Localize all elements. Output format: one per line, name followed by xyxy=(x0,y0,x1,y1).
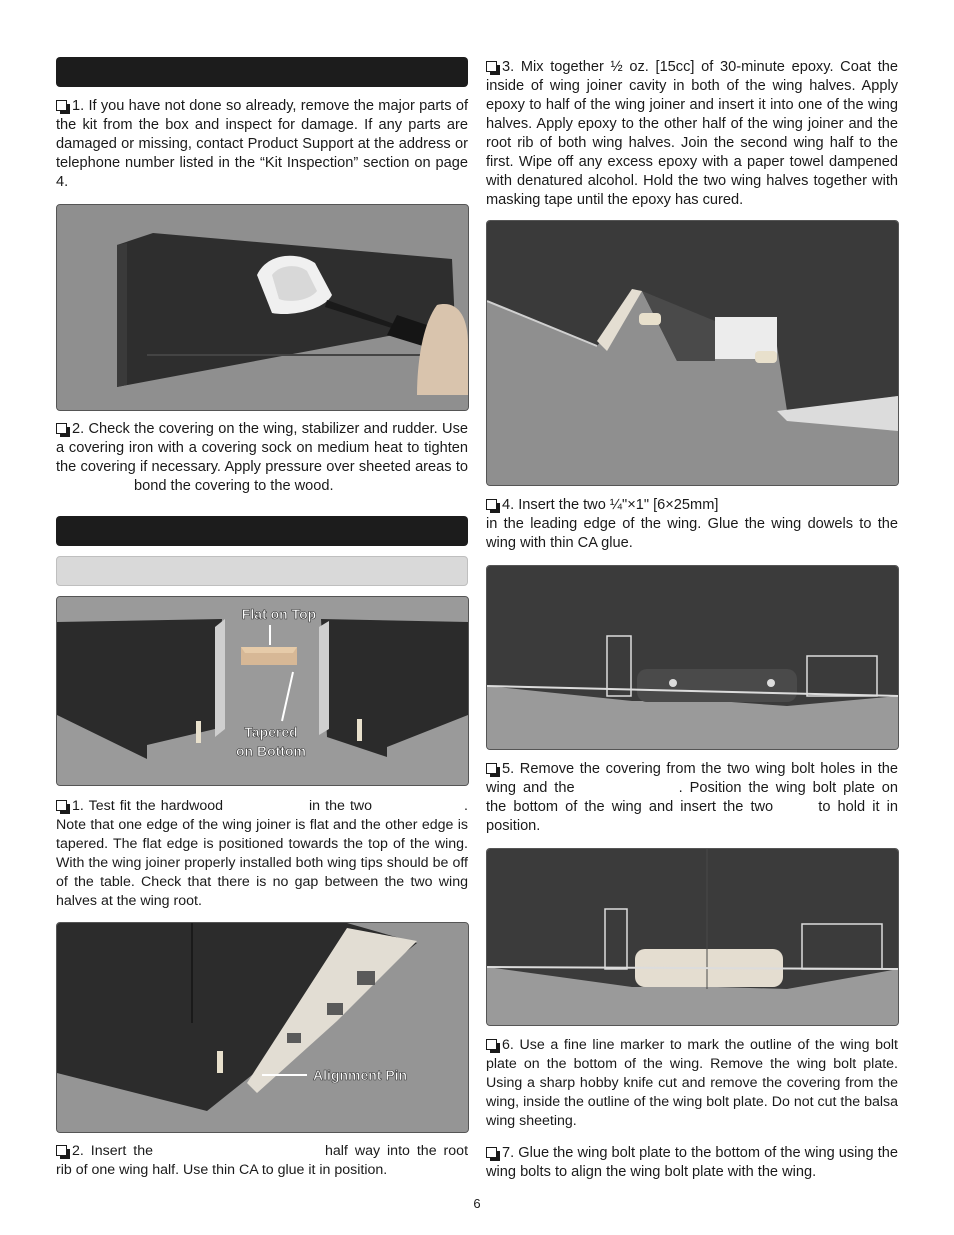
wing-step-2-paragraph xyxy=(56,1142,468,1180)
tapered-label: Tapered xyxy=(244,724,298,740)
step-6-paragraph xyxy=(486,1036,898,1131)
section-header-bar xyxy=(56,57,468,87)
step-4-text-b: in the leading edge of the wing. Glue the wing dowels to the wing with thin CA glue. xyxy=(486,516,898,551)
checkbox-icon[interactable] xyxy=(486,61,497,72)
step-5-text-c: to hold it in position. xyxy=(486,799,898,834)
wing-step-1-paragraph xyxy=(56,797,468,911)
photo-wing-joiner xyxy=(56,596,469,786)
step-1-paragraph xyxy=(56,97,468,192)
step-5-text-b: . Position the wing bolt plate on the bottom of the wing and insert the two xyxy=(486,780,899,815)
flat-on-top-label: Flat on Top xyxy=(241,606,317,622)
checkbox-icon[interactable] xyxy=(486,1039,497,1050)
section-header-bar xyxy=(56,516,468,546)
step-7-text: 7. Glue the wing bolt plate to the bottom of the wing using the wing bolts to align the wing bolt plate with the wing. xyxy=(486,1145,898,1180)
step-5-text-a: 5. Remove the covering from the two wing bolt holes in the wing and the xyxy=(486,761,898,796)
step-1-text: 1. If you have not done so already, remove the major parts of the kit from the box and inspect for damage. If any parts are damaged or missing, contact Product Support at the address or telephone number listed in the “Kit Inspection” section on page 4. xyxy=(56,98,468,190)
alignment-pin-label: Alignment Pin xyxy=(313,1067,408,1083)
checkbox-icon[interactable] xyxy=(56,100,67,111)
photo-covering-removed xyxy=(486,848,899,1026)
wing-step-1-text-a: 1. Test fit the hardwood xyxy=(72,798,224,814)
checkbox-icon[interactable] xyxy=(486,1147,497,1158)
page-number: 6 xyxy=(473,1196,481,1211)
step-2-text-a: 2. Check the covering on the wing, stabilizer and rudder. Use a covering iron with a covering sock on medium heat to tighten the covering if necessary. Apply pressure over sheeted areas to xyxy=(56,421,468,475)
checkbox-icon[interactable] xyxy=(56,1145,67,1156)
checkbox-icon[interactable] xyxy=(56,423,67,434)
step-5-paragraph xyxy=(486,760,898,836)
wing-step-2-text-b: half way into the root rib of one wing half. Use thin CA to glue it in position. xyxy=(56,1143,469,1178)
wing-step-2-text-a: 2. Insert the xyxy=(72,1143,153,1159)
photo-joined-wing-dowels xyxy=(486,220,899,486)
checkbox-icon[interactable] xyxy=(56,800,67,811)
step-3-paragraph xyxy=(486,58,898,210)
step-3-text: 3. Mix together ½ oz. [15cc] of 30-minute epoxy. Coat the inside of wing joiner cavity in both of the wing halves. Apply epoxy to half of the wing joiner and insert it into one of the wing halves. Apply epoxy to the other half of the wing joiner and the root rib of both wing halves. Join the second wing half to the first. Wipe off any excess epoxy with a paper towel dampened with denatured alcohol. Hold the two wing halves together with masking tape until the epoxy has cured. xyxy=(486,59,898,208)
step-2-paragraph xyxy=(56,420,468,496)
step-4-text-a: 4. Insert the two ¼"×1" [6×25mm] xyxy=(502,497,719,513)
subsection-header-bar xyxy=(56,556,468,586)
step-6-text: 6. Use a fine line marker to mark the outline of the wing bolt plate on the bottom of the wing. Remove the wing bolt plate. Using a sharp hobby knife cut and remove the covering from the wing, inside the outline of the wing bolt plate. Do not cut the balsa wing sheeting. xyxy=(486,1037,898,1129)
checkbox-icon[interactable] xyxy=(486,763,497,774)
checkbox-icon[interactable] xyxy=(486,499,497,510)
step-2-text-b: bond the covering to the wood. xyxy=(134,478,334,494)
wing-step-1-text-rest: Note that one edge of the wing joiner is flat and the other edge is tapered. The flat edge is positioned towards the top of the wing. With the wing joiner properly installed both wing tips should be off of the table. Check that there is no gap between the two wing halves at the wing root. xyxy=(56,817,468,909)
photo-iron-on-wing xyxy=(56,204,469,411)
wing-step-1-text-b: in the two xyxy=(309,798,373,814)
step-4-paragraph xyxy=(486,496,898,553)
step-7-paragraph xyxy=(486,1144,898,1182)
wing-step-1-text-c: . xyxy=(464,798,468,814)
photo-alignment-pin xyxy=(56,922,469,1133)
on-bottom-label: on Bottom xyxy=(236,743,306,759)
photo-wing-bolt-plate xyxy=(486,565,899,750)
